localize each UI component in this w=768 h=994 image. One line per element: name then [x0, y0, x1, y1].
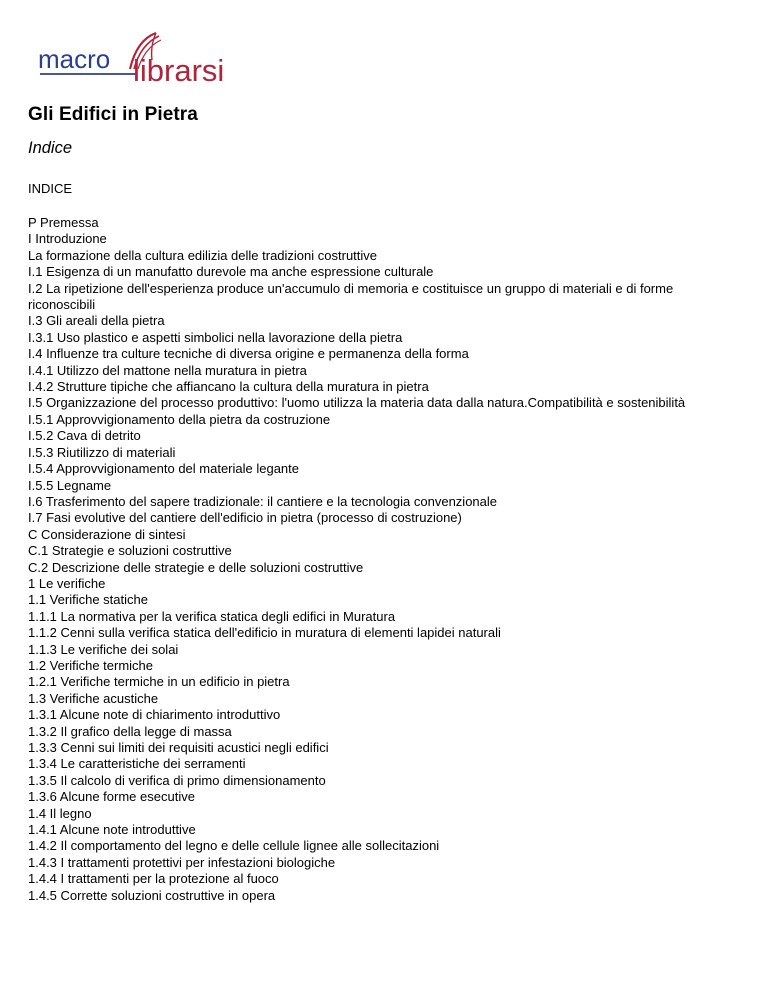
toc-entry: I.3 Gli areali della pietra [28, 313, 165, 329]
toc-entry: I.6 Trasferimento del sapere tradizionale: il cantiere e la tecnologia convenzionale [28, 493, 497, 509]
toc-entry: I.4 Influenze tra culture tecniche di diversa origine e permanenza della forma [28, 346, 469, 362]
toc-entry: 1.3.3 Cenni sui limiti dei requisiti acustici negli edifici [28, 740, 329, 755]
logo-text-librarsi: librarsi [133, 53, 225, 86]
toc-entry: 1.1.3 Le verifiche dei solai [28, 641, 179, 657]
toc-entry: C Considerazione di sintesi [28, 526, 186, 542]
toc-entry: 1.4.4 I trattamenti per la protezione al fuoco [28, 871, 279, 887]
toc-entry: 1.3 Verifiche acustiche [28, 690, 159, 706]
toc-entry: 1.4.3 I trattamenti protettivi per infestazioni biologiche [28, 854, 336, 870]
toc-entry: I.5.1 Approvvigionamento della pietra da costruzione [28, 411, 331, 427]
toc-entry: 1.2 Verifiche termiche [28, 657, 154, 673]
toc-entry: 1.3.6 Alcune forme esecutive [28, 789, 195, 805]
toc-entry: I Introduzione [28, 231, 107, 247]
toc-entry: 1.1.2 Cenni sulla verifica statica dell'edificio in muratura di elementi lapidei naturali [28, 625, 501, 641]
toc-entry: I.7 Fasi evolutive del cantiere dell'edificio in pietra (processo di costruzione) [28, 510, 462, 526]
toc-entry: I.5.2 Cava di detrito [28, 428, 141, 444]
index-heading: INDICE [28, 181, 73, 196]
toc-entry: P Premessa [28, 215, 99, 230]
toc-entry: 1.3.2 Il grafico della legge di massa [28, 723, 232, 739]
toc-entry: I.1 Esigenza di un manufatto durevole ma anche espressione culturale [28, 264, 434, 280]
toc-entry: I.4.2 Strutture tipiche che affiancano la cultura della muratura in pietra [28, 379, 429, 395]
toc-entry: 1.3.4 Le caratteristiche dei serramenti [28, 756, 246, 772]
logo-text-macro: macro [38, 44, 111, 74]
toc-entry: 1.2.1 Verifiche termiche in un edificio in pietra [28, 674, 290, 690]
toc-entry: C.2 Descrizione delle strategie e delle soluzioni costruttive [28, 559, 364, 575]
toc-entry: I.2 La ripetizione dell'esperienza produce un'accumulo di memoria e costituisce un gruppo di materiali e di forme riconoscibili [28, 280, 674, 313]
toc-entry: 1.3.5 Il calcolo di verifica di primo dimensionamento [28, 772, 326, 788]
toc-entry: I.4.1 Utilizzo del mattone nella muratura in pietra [28, 362, 307, 378]
toc-entry: 1.4.1 Alcune note introduttive [28, 822, 196, 838]
toc-entry: I.5 Organizzazione del processo produttivo: l'uomo utilizza la materia data dalla natura.Compatibilità e sostenibilità [28, 395, 686, 411]
site-logo[interactable] [38, 30, 248, 86]
toc-entry: I.5.3 Riutilizzo di materiali [28, 444, 176, 460]
toc-entry: La formazione della cultura edilizia delle tradizioni costruttive [28, 247, 378, 263]
toc-entry: I.5.5 Legname [28, 477, 112, 493]
toc-entry: I.3.1 Uso plastico e aspetti simbolici nella lavorazione della pietra [28, 329, 403, 345]
toc-entry: 1.1.1 La normativa per la verifica statica degli edifici in Muratura [28, 608, 396, 624]
toc-entry: 1 Le verifiche [28, 575, 106, 591]
toc-entry: 1.4 Il legno [28, 805, 92, 821]
table-of-contents [28, 215, 728, 904]
toc-entry: I.5.4 Approvvigionamento del materiale legante [28, 461, 300, 477]
toc-entry: 1.1 Verifiche statiche [28, 592, 148, 608]
toc-entry: C.1 Strategie e soluzioni costruttive [28, 543, 232, 559]
toc-entry: 1.4.2 Il comportamento del legno e delle cellule lignee alle sollecitazioni [28, 838, 440, 854]
toc-entry: 1.3.1 Alcune note di chiarimento introduttivo [28, 707, 281, 723]
page-subtitle: Indice [28, 139, 73, 157]
toc-entry: 1.4.5 Corrette soluzioni costruttive in opera [28, 887, 276, 903]
page-title: Gli Edifici in Pietra [28, 104, 198, 125]
